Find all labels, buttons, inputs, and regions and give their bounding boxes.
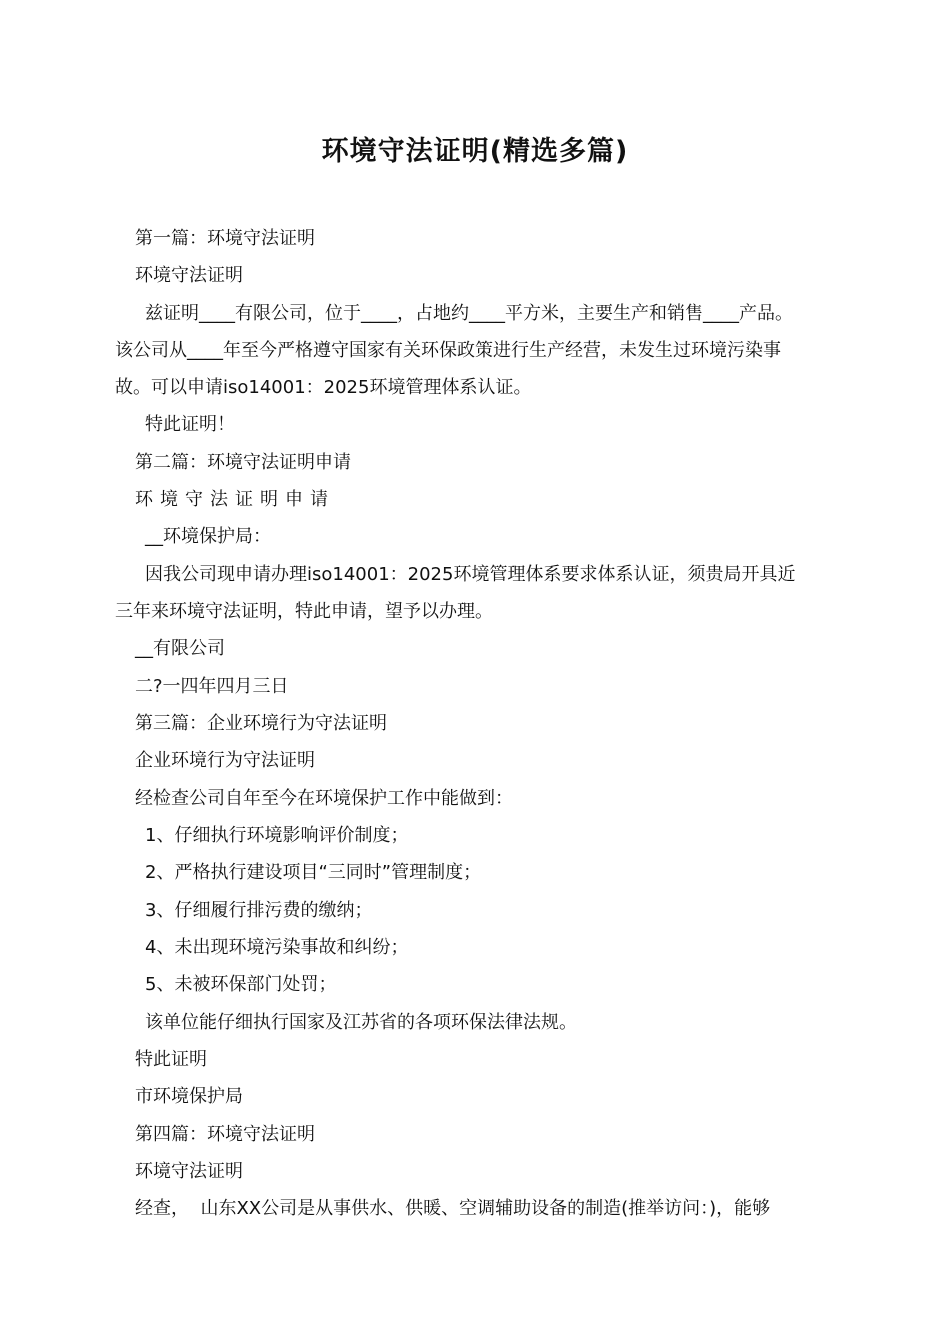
section-heading-1: 第一篇：环境守法证明: [135, 228, 315, 249]
list-item: 4、未出现环境污染事故和纠纷；: [145, 937, 409, 958]
paragraph-line: 三年来环境守法证明，特此申请，望予以办理。: [115, 601, 493, 622]
paragraph-line: __环境保护局：: [145, 526, 271, 547]
paragraph-line: 兹证明____有限公司，位于____，占地约____平方米，主要生产和销售____产品。: [145, 303, 793, 324]
subheading: 环境守法证明: [135, 265, 243, 286]
section-heading-4: 第四篇：环境守法证明: [135, 1124, 315, 1145]
section-heading-2: 第二篇：环境守法证明申请: [135, 452, 351, 473]
paragraph-line: 经查， 山东XX公司是从事供水、供暖、空调辅助设备的制造(推举访问：)，能够: [135, 1198, 771, 1219]
section-heading-3: 第三篇：企业环境行为守法证明: [135, 713, 387, 734]
paragraph-line: 特此证明！: [145, 414, 235, 435]
subheading: 环境守法证明申请: [135, 489, 335, 510]
paragraph-line: 该单位能仔细执行国家及江苏省的各项环保法律法规。: [145, 1012, 577, 1033]
list-item: 5、未被环保部门处罚；: [145, 974, 337, 995]
list-item: 2、严格执行建设项目“三同时”管理制度；: [145, 862, 482, 883]
list-item: 3、仔细履行排污费的缴纳；: [145, 900, 373, 921]
subheading: 企业环境行为守法证明: [135, 750, 315, 771]
paragraph-line: 市环境保护局: [135, 1086, 243, 1107]
paragraph-line: __有限公司: [135, 638, 225, 659]
paragraph-line: 特此证明: [135, 1049, 207, 1070]
paragraph-line: 故。可以申请iso14001：2025环境管理体系认证。: [115, 377, 532, 398]
paragraph-line: 该公司从____年至今严格遵守国家有关环保政策进行生产经营，未发生过环境污染事: [115, 340, 781, 361]
paragraph-line: 经检查公司自年至今在环境保护工作中能做到：: [135, 788, 513, 809]
document-title: 环境守法证明(精选多篇): [321, 136, 629, 167]
paragraph-line: 二?一四年四月三日: [135, 676, 289, 697]
paragraph-line: 因我公司现申请办理iso14001：2025环境管理体系要求体系认证，须贵局开具近: [145, 564, 796, 585]
subheading: 环境守法证明: [135, 1161, 243, 1182]
list-item: 1、仔细执行环境影响评价制度；: [145, 825, 409, 846]
